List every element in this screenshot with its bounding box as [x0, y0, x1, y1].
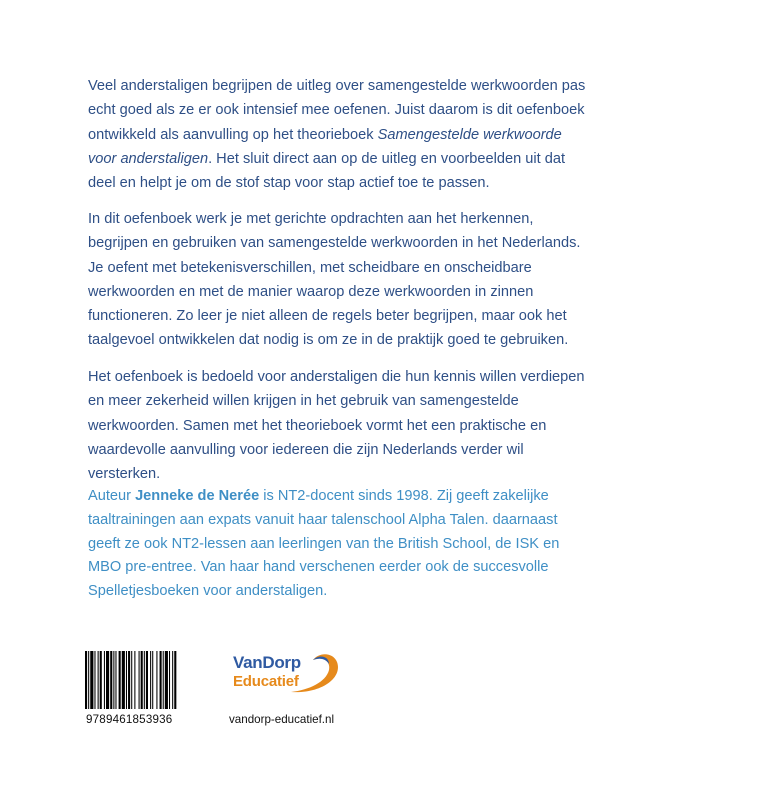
barcode-bar [152, 651, 153, 709]
description-text: Veel anderstaligen begrijpen de uitleg over samengestelde werkwoorden pas echt goed als ze er ook intensief mee oefenen. Juist daarom is dit oefenboek ontwikkeld als aanvulling op het theorieboek [88, 78, 586, 143]
barcode-bar [126, 651, 127, 709]
barcode-bar [119, 651, 121, 709]
barcode-bar [94, 651, 95, 709]
barcode-bar [98, 651, 99, 709]
barcode-bar [146, 651, 148, 709]
barcode-bar [113, 651, 114, 709]
barcode-bar [141, 651, 143, 709]
barcode-bar [85, 651, 87, 709]
barcode-bar [88, 651, 89, 709]
author-bio [88, 485, 588, 604]
book-title-reference: Samengestelde werkwoorde voor anderstaligen [88, 126, 562, 167]
barcode-bar [174, 651, 176, 709]
barcode-bar [169, 651, 170, 709]
publisher-logo [229, 650, 355, 700]
barcode-bar [115, 651, 116, 709]
barcode-bar [156, 651, 157, 709]
description-paragraph-2: In dit oefenboek werk je met gerichte opdrachten aan het herkennen, begrijpen en gebruiken van samengestelde werkwoorden in het Nederlands. Je oefent met betekenisverschillen, met scheidbare en onscheidbare werkwoorden en met de manier waarop deze werkwoorden in zinnen functioneren. Zo leer je niet alleen de regels beter begrijpen, maar ook het taalgevoel ontwikkelen dat nodig is om ze in de praktijk goed te gebruiken. [88, 211, 581, 349]
barcode-bar [150, 651, 151, 709]
barcode-bar [90, 651, 93, 709]
barcode-icon [84, 651, 214, 709]
isbn-number: 9789461853936 [86, 713, 173, 726]
publisher-website: vandorp-educatief.nl [229, 713, 335, 726]
barcode-bar [110, 651, 112, 709]
barcode-bar [128, 651, 130, 709]
barcode-bar [139, 651, 140, 709]
barcode-bar [106, 651, 109, 709]
barcode-bar [122, 651, 125, 709]
bio-prefix: Auteur [88, 488, 136, 504]
barcode-bar [134, 651, 135, 709]
barcode-bar [165, 651, 168, 709]
author-name: Jenneke de Nerée [135, 488, 260, 504]
description-paragraph-1 [88, 74, 588, 195]
barcode-bar [131, 651, 132, 709]
barcode-bar [160, 651, 162, 709]
description-text: . Het sluit direct aan op de uitleg en voorbeelden uit dat deel en helpt je om de stof stap voor stap actief toe te passen. [88, 150, 566, 192]
barcode-bar [163, 651, 164, 709]
logo-text-vandorp: VanDorp [233, 653, 301, 672]
description-paragraph-3: Het oefenboek is bedoeld voor anderstaligen die hun kennis willen verdiepen en meer zekerheid willen krijgen in het gebruik van samengestelde werkwoorden. Samen met het theorieboek vormt het een praktische en waardevolle aanvulling voor iedereen die zijn Nederlands verder wil versterken. [88, 369, 585, 483]
bio-text: is NT2-docent sinds 1998. Zij geeft zakelijke taaltrainingen aan expats vanuit haar talenschool Alpha Talen. daarnaast geeft ze ook NT2-lessen aan leerlingen van the British School, de ISK en MBO pre-entree. Van haar hand verschenen eerder ook de succesvolle Spelletjesboeken voor anderstaligen. [88, 488, 560, 600]
barcode-bar [144, 651, 145, 709]
barcode-bar [172, 651, 173, 709]
logo-text-educatief: Educatief [233, 673, 299, 690]
barcode-bar [100, 651, 102, 709]
barcode-bar [104, 651, 105, 709]
